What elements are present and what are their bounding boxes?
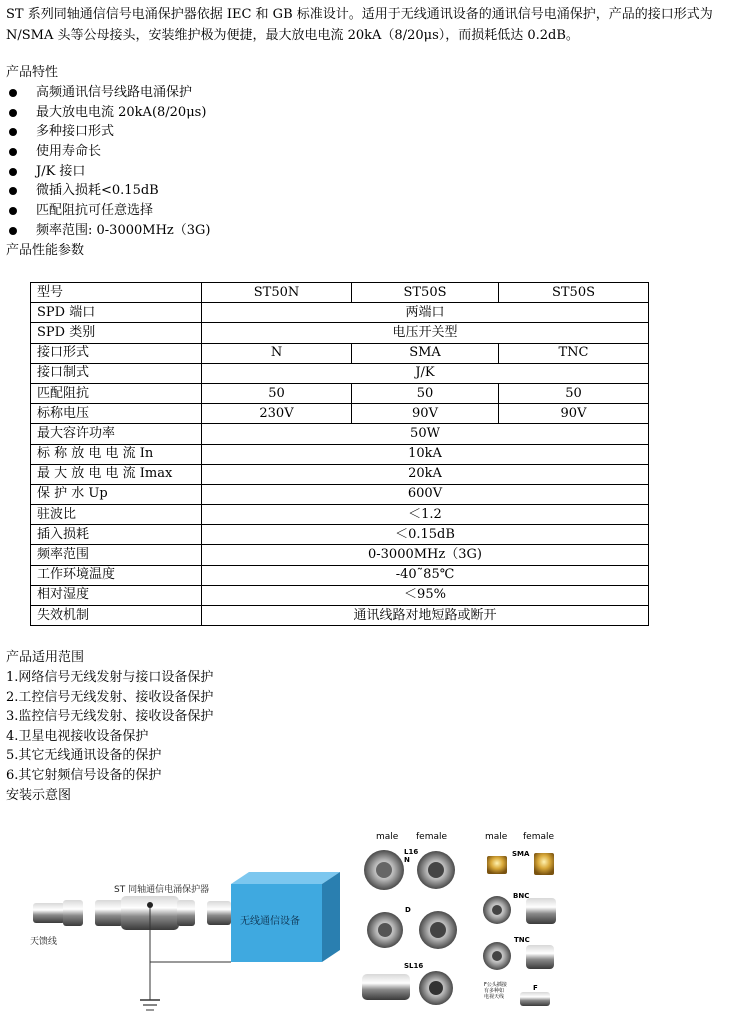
table-row [31,303,649,323]
spec-value: 90V [352,404,499,424]
device-label: 无线通信设备 [240,916,300,927]
feature-item [6,83,211,103]
table-row [31,606,649,626]
feature-item [6,221,211,241]
antenna-label: 天馈线 [30,937,58,947]
type-label-f: F [533,984,538,992]
spec-value: 90V [499,404,649,424]
features-heading: 产品特性 [6,65,59,80]
feature-item [6,181,211,201]
bullet-icon [9,207,17,215]
table-row [31,464,649,484]
spec-value: 50 [499,383,649,403]
specs-table [30,282,649,626]
spec-value: 两端口 [202,303,649,323]
spec-value: ＜1.2 [202,505,649,525]
spec-value: 50 [202,383,352,403]
feature-item [6,162,211,182]
spec-label: 标 称 放 电 电 流 In [31,444,202,464]
spec-value: 电压开关型 [202,323,649,343]
spec-value: ＜0.15dB [202,525,649,545]
feature-text: 使用寿命长 [36,144,102,160]
type-label-l16: L16 N [404,848,419,864]
spec-label: 相对湿度 [31,585,202,605]
spec-label: 型号 [31,283,202,303]
spec-value: TNC [499,343,649,363]
male-label-left: male [376,832,399,842]
feature-item [6,201,211,221]
spec-value: 10kA [202,444,649,464]
connector-gallery-left [362,850,457,1005]
table-row [31,283,649,303]
spec-value: 0-3000MHz（3G) [202,545,649,565]
type-label-d: D [405,906,411,914]
spec-label: 匹配阻抗 [31,383,202,403]
scope-heading: 产品适用范围 [6,650,85,665]
table-row [31,404,649,424]
scope-item: 1.网络信号无线发射与接口设备保护 [6,670,214,685]
spec-value: 50W [202,424,649,444]
feature-item [6,142,211,162]
install-heading: 安装示意图 [6,788,72,803]
feature-item [6,103,211,123]
scope-item: 4.卫星电视接收设备保护 [6,728,149,744]
spec-label: 插入损耗 [31,525,202,545]
spec-label: 接口制式 [31,363,202,383]
features-list [6,83,211,241]
spec-value: 230V [202,404,352,424]
table-row [31,565,649,585]
feature-text: 微插入损耗<0.15dB [36,183,159,199]
feature-text: 匹配阻抗可任意选择 [36,203,154,219]
spec-label: 最大容许功率 [31,424,202,444]
table-row [31,484,649,504]
spec-label: 工作环境温度 [31,565,202,585]
spec-value: SMA [352,343,499,363]
spec-value: 600V [202,484,649,504]
table-row [31,444,649,464]
bullet-icon [9,148,17,156]
protector-label: ST 同轴通信电涌保护器 [114,885,210,895]
type-label-sl16: SL16 [404,962,424,970]
table-row [31,545,649,565]
spec-value: -40˜85℃ [202,565,649,585]
spec-label: 标称电压 [31,404,202,424]
table-row [31,383,649,403]
female-label-left: female [416,832,448,842]
spec-value: 20kA [202,464,649,484]
spec-label: 接口形式 [31,343,202,363]
spec-value: 通讯线路对地短路或断开 [202,606,649,626]
specs-heading: 产品性能参数 [6,243,85,258]
table-row [31,525,649,545]
female-label-right: female [523,832,555,842]
table-row [31,323,649,343]
scope-list [6,668,213,786]
feature-item [6,122,211,142]
spec-label: SPD 类别 [31,323,202,343]
bullet-icon [9,227,17,235]
feature-text: 高频通讯信号线路电涌保护 [36,85,193,100]
spec-value: J/K [202,363,649,383]
feature-text: 最大放电电流 20kA(8/20μs) [36,104,207,120]
bullet-icon [9,89,17,97]
scope-item: 5.其它无线通讯设备的保护 [6,748,162,764]
device-connector-icon [207,901,231,925]
spec-value: 50 [352,383,499,403]
male-label-right: male [485,832,508,842]
feature-text: J/K 接口 [36,163,86,179]
installation-diagram-svg [0,812,750,1028]
spec-label: SPD 端口 [31,303,202,323]
spec-value: ST50S [499,283,649,303]
spec-label: 失效机制 [31,606,202,626]
bullet-icon [9,187,17,195]
bullet-icon [9,109,17,117]
feature-text: 频率范围: 0-3000MHz（3G) [36,222,211,238]
spec-value: ST50S [352,283,499,303]
scope-item: 2.工控信号无线发射、接收设备保护 [6,689,214,705]
scope-item: 6.其它射频信号设备的保护 [6,767,162,783]
spec-value: ＜95% [202,585,649,605]
scope-item: 3.监控信号无线发射、接收设备保护 [6,709,214,725]
table-row [31,343,649,363]
table-row [31,363,649,383]
table-row [31,585,649,605]
installation-diagram [0,812,750,1028]
f-connector-note: F公头插接 有多种如 电视天线 [484,982,507,1000]
spec-value: ST50N [202,283,352,303]
spec-label: 驻波比 [31,505,202,525]
feature-text: 多种接口形式 [36,124,115,140]
type-label-sma: SMA [512,850,530,858]
table-row [31,505,649,525]
table-row [31,424,649,444]
spec-label: 最 大 放 电 电 流 Imax [31,464,202,484]
type-label-tnc: TNC [514,936,530,944]
bullet-icon [9,168,17,176]
intro-paragraph: ST 系列同轴通信信号电涌保护器依据 IEC 和 GB 标准设计。适用于无线通讯设备的通讯信号电涌保护，产品的接口形式为 N/SMA 头等公母接头，安装维护极为便捷，最大放电电流 20kA（8/20μs），而损耗低达 0.2dB。 [6,7,713,43]
bullet-icon [9,128,17,136]
spec-value: N [202,343,352,363]
antenna-cable-icon [33,900,83,926]
spec-label: 保 护 水 Up [31,484,202,504]
surge-protector-icon [95,896,195,1010]
spec-label: 频率范围 [31,545,202,565]
type-label-bnc: BNC [513,892,530,900]
